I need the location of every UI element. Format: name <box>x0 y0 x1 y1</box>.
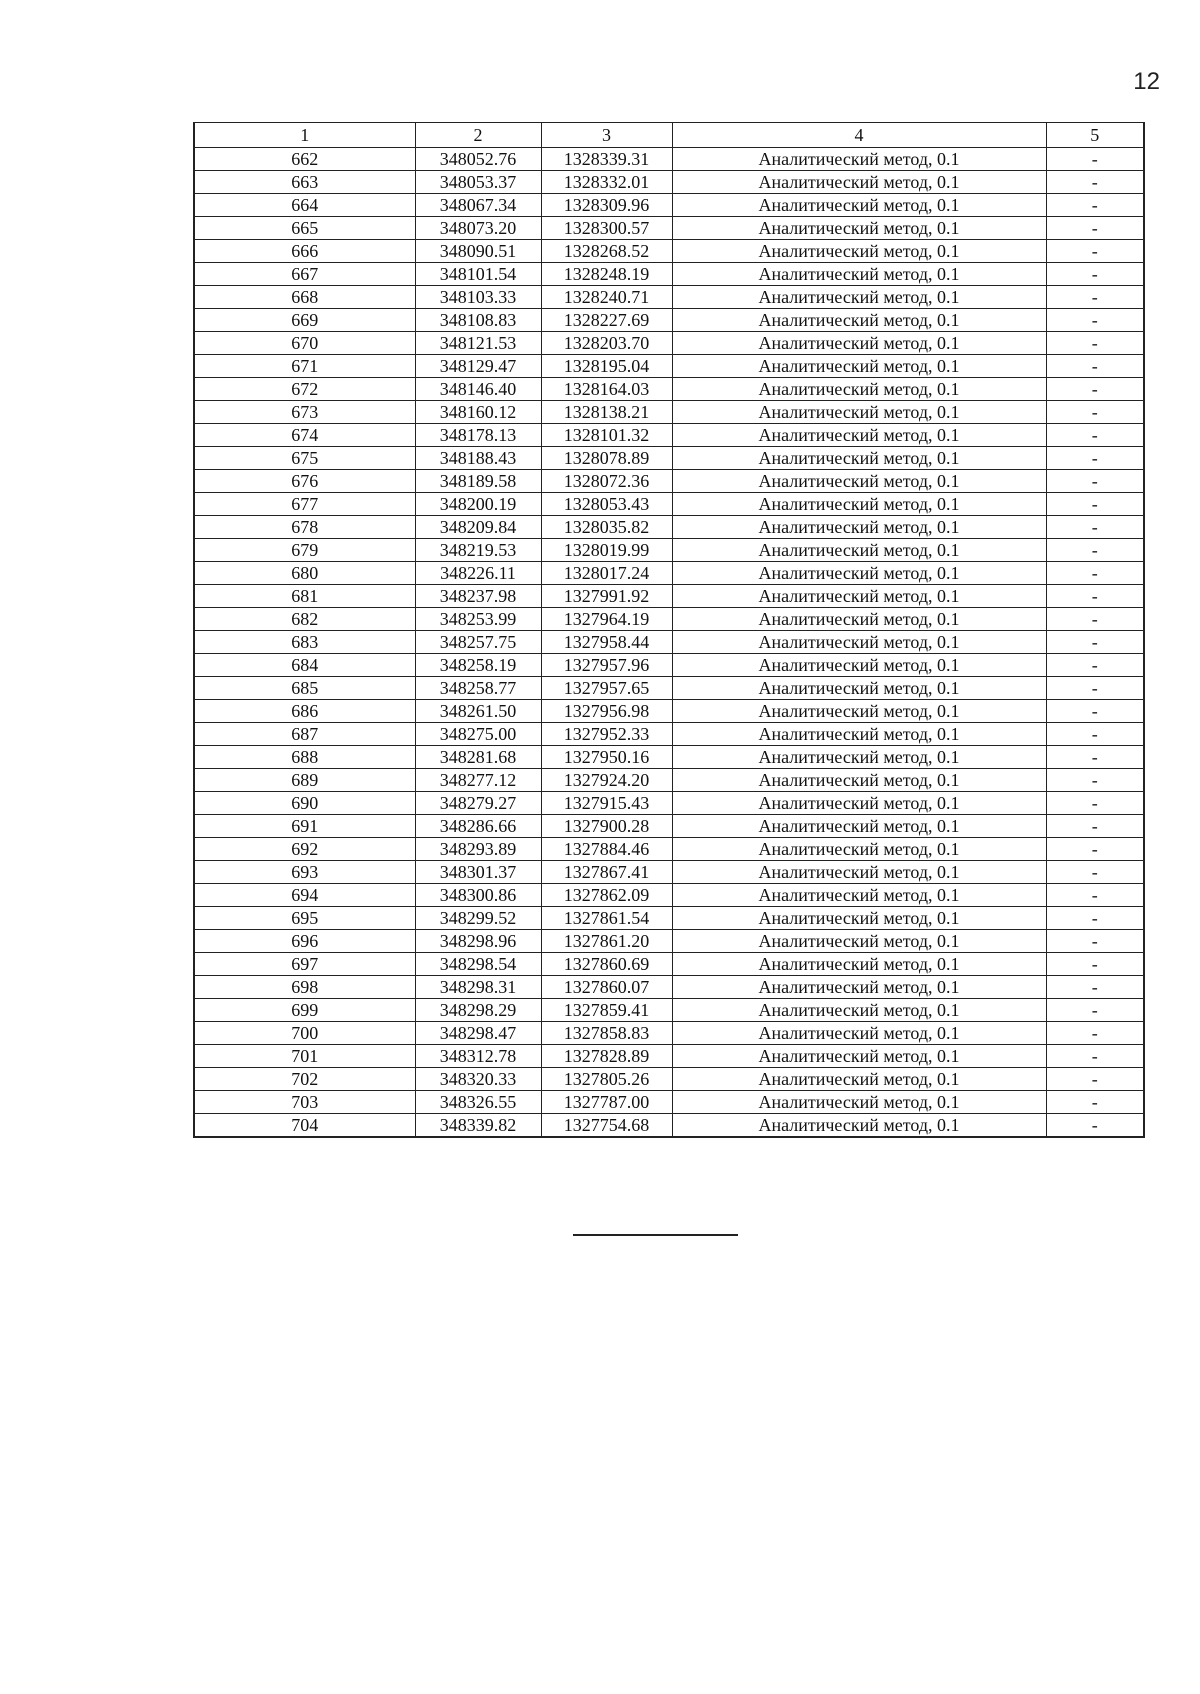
table-row <box>194 401 1144 424</box>
x-coordinate-cell: 348052.76 <box>415 148 541 171</box>
table-row <box>194 424 1144 447</box>
table-row <box>194 585 1144 608</box>
x-coordinate-cell: 348121.53 <box>415 332 541 355</box>
point-number-cell: 692 <box>194 838 415 861</box>
point-number-cell: 691 <box>194 815 415 838</box>
table-row <box>194 677 1144 700</box>
point-number-cell: 665 <box>194 217 415 240</box>
header-row <box>194 123 1144 148</box>
note-cell: - <box>1046 838 1144 861</box>
y-coordinate-cell: 1327828.89 <box>541 1045 672 1068</box>
table-row <box>194 608 1144 631</box>
x-coordinate-cell: 348226.11 <box>415 562 541 585</box>
y-coordinate-cell: 1328332.01 <box>541 171 672 194</box>
y-coordinate-cell: 1327952.33 <box>541 723 672 746</box>
x-coordinate-cell: 348258.19 <box>415 654 541 677</box>
x-coordinate-cell: 348298.54 <box>415 953 541 976</box>
y-coordinate-cell: 1327991.92 <box>541 585 672 608</box>
y-coordinate-cell: 1328138.21 <box>541 401 672 424</box>
note-cell: - <box>1046 723 1144 746</box>
x-coordinate-cell: 348258.77 <box>415 677 541 700</box>
y-coordinate-cell: 1327956.98 <box>541 700 672 723</box>
table-row <box>194 194 1144 217</box>
point-number-cell: 701 <box>194 1045 415 1068</box>
table-row <box>194 493 1144 516</box>
note-cell: - <box>1046 263 1144 286</box>
method-cell: Аналитический метод, 0.1 <box>672 723 1046 746</box>
method-cell: Аналитический метод, 0.1 <box>672 401 1046 424</box>
point-number-cell: 662 <box>194 148 415 171</box>
header-cell: 4 <box>672 123 1046 148</box>
point-number-cell: 697 <box>194 953 415 976</box>
point-number-cell: 687 <box>194 723 415 746</box>
method-cell: Аналитический метод, 0.1 <box>672 1068 1046 1091</box>
table-row <box>194 309 1144 332</box>
x-coordinate-cell: 348188.43 <box>415 447 541 470</box>
point-number-cell: 675 <box>194 447 415 470</box>
x-coordinate-cell: 348326.55 <box>415 1091 541 1114</box>
y-coordinate-cell: 1327859.41 <box>541 999 672 1022</box>
method-cell: Аналитический метод, 0.1 <box>672 332 1046 355</box>
note-cell: - <box>1046 355 1144 378</box>
point-number-cell: 681 <box>194 585 415 608</box>
table-row <box>194 1022 1144 1045</box>
note-cell: - <box>1046 148 1144 171</box>
point-number-cell: 694 <box>194 884 415 907</box>
y-coordinate-cell: 1328248.19 <box>541 263 672 286</box>
x-coordinate-cell: 348053.37 <box>415 171 541 194</box>
note-cell: - <box>1046 217 1144 240</box>
table-row <box>194 355 1144 378</box>
note-cell: - <box>1046 953 1144 976</box>
y-coordinate-cell: 1328268.52 <box>541 240 672 263</box>
table-row <box>194 332 1144 355</box>
note-cell: - <box>1046 171 1144 194</box>
y-coordinate-cell: 1327860.07 <box>541 976 672 999</box>
note-cell: - <box>1046 1114 1144 1138</box>
point-number-cell: 683 <box>194 631 415 654</box>
y-coordinate-cell: 1327862.09 <box>541 884 672 907</box>
point-number-cell: 702 <box>194 1068 415 1091</box>
y-coordinate-cell: 1327884.46 <box>541 838 672 861</box>
point-number-cell: 684 <box>194 654 415 677</box>
method-cell: Аналитический метод, 0.1 <box>672 677 1046 700</box>
header-cell: 5 <box>1046 123 1144 148</box>
header-cell: 2 <box>415 123 541 148</box>
point-number-cell: 685 <box>194 677 415 700</box>
method-cell: Аналитический метод, 0.1 <box>672 585 1046 608</box>
note-cell: - <box>1046 378 1144 401</box>
point-number-cell: 677 <box>194 493 415 516</box>
table-row <box>194 148 1144 171</box>
point-number-cell: 673 <box>194 401 415 424</box>
point-number-cell: 693 <box>194 861 415 884</box>
point-number-cell: 664 <box>194 194 415 217</box>
method-cell: Аналитический метод, 0.1 <box>672 792 1046 815</box>
y-coordinate-cell: 1328035.82 <box>541 516 672 539</box>
note-cell: - <box>1046 608 1144 631</box>
y-coordinate-cell: 1327787.00 <box>541 1091 672 1114</box>
x-coordinate-cell: 348277.12 <box>415 769 541 792</box>
note-cell: - <box>1046 677 1144 700</box>
x-coordinate-cell: 348103.33 <box>415 286 541 309</box>
x-coordinate-cell: 348178.13 <box>415 424 541 447</box>
point-number-cell: 670 <box>194 332 415 355</box>
y-coordinate-cell: 1327861.20 <box>541 930 672 953</box>
method-cell: Аналитический метод, 0.1 <box>672 884 1046 907</box>
note-cell: - <box>1046 976 1144 999</box>
method-cell: Аналитический метод, 0.1 <box>672 907 1046 930</box>
table-header <box>194 123 1144 148</box>
table-row <box>194 286 1144 309</box>
y-coordinate-cell: 1328240.71 <box>541 286 672 309</box>
note-cell: - <box>1046 1022 1144 1045</box>
x-coordinate-cell: 348073.20 <box>415 217 541 240</box>
x-coordinate-cell: 348312.78 <box>415 1045 541 1068</box>
point-number-cell: 666 <box>194 240 415 263</box>
y-coordinate-cell: 1327950.16 <box>541 746 672 769</box>
note-cell: - <box>1046 930 1144 953</box>
note-cell: - <box>1046 286 1144 309</box>
table-row <box>194 378 1144 401</box>
point-number-cell: 663 <box>194 171 415 194</box>
y-coordinate-cell: 1327867.41 <box>541 861 672 884</box>
y-coordinate-cell: 1327805.26 <box>541 1068 672 1091</box>
page-number: 12 <box>1133 68 1160 95</box>
point-number-cell: 704 <box>194 1114 415 1138</box>
header-cell: 1 <box>194 123 415 148</box>
x-coordinate-cell: 348301.37 <box>415 861 541 884</box>
note-cell: - <box>1046 493 1144 516</box>
point-number-cell: 674 <box>194 424 415 447</box>
point-number-cell: 699 <box>194 999 415 1022</box>
method-cell: Аналитический метод, 0.1 <box>672 861 1046 884</box>
method-cell: Аналитический метод, 0.1 <box>672 263 1046 286</box>
x-coordinate-cell: 348146.40 <box>415 378 541 401</box>
table-row <box>194 240 1144 263</box>
table-row <box>194 907 1144 930</box>
x-coordinate-cell: 348200.19 <box>415 493 541 516</box>
method-cell: Аналитический метод, 0.1 <box>672 700 1046 723</box>
note-cell: - <box>1046 884 1144 907</box>
note-cell: - <box>1046 631 1144 654</box>
method-cell: Аналитический метод, 0.1 <box>672 1022 1046 1045</box>
table-row <box>194 562 1144 585</box>
x-coordinate-cell: 348293.89 <box>415 838 541 861</box>
method-cell: Аналитический метод, 0.1 <box>672 217 1046 240</box>
y-coordinate-cell: 1327754.68 <box>541 1114 672 1138</box>
table-row <box>194 539 1144 562</box>
point-number-cell: 679 <box>194 539 415 562</box>
table-row <box>194 723 1144 746</box>
x-coordinate-cell: 348261.50 <box>415 700 541 723</box>
table-row <box>194 470 1144 493</box>
table-row <box>194 263 1144 286</box>
end-of-table-rule <box>573 1234 738 1236</box>
note-cell: - <box>1046 999 1144 1022</box>
x-coordinate-cell: 348189.58 <box>415 470 541 493</box>
note-cell: - <box>1046 907 1144 930</box>
x-coordinate-cell: 348237.98 <box>415 585 541 608</box>
note-cell: - <box>1046 309 1144 332</box>
note-cell: - <box>1046 746 1144 769</box>
y-coordinate-cell: 1328019.99 <box>541 539 672 562</box>
note-cell: - <box>1046 700 1144 723</box>
method-cell: Аналитический метод, 0.1 <box>672 309 1046 332</box>
method-cell: Аналитический метод, 0.1 <box>672 769 1046 792</box>
x-coordinate-cell: 348253.99 <box>415 608 541 631</box>
table-row <box>194 1114 1144 1138</box>
point-number-cell: 698 <box>194 976 415 999</box>
y-coordinate-cell: 1327964.19 <box>541 608 672 631</box>
point-number-cell: 669 <box>194 309 415 332</box>
method-cell: Аналитический метод, 0.1 <box>672 194 1046 217</box>
x-coordinate-cell: 348257.75 <box>415 631 541 654</box>
method-cell: Аналитический метод, 0.1 <box>672 815 1046 838</box>
point-number-cell: 671 <box>194 355 415 378</box>
point-number-cell: 682 <box>194 608 415 631</box>
note-cell: - <box>1046 562 1144 585</box>
x-coordinate-cell: 348339.82 <box>415 1114 541 1138</box>
x-coordinate-cell: 348067.34 <box>415 194 541 217</box>
point-number-cell: 690 <box>194 792 415 815</box>
note-cell: - <box>1046 1045 1144 1068</box>
method-cell: Аналитический метод, 0.1 <box>672 976 1046 999</box>
x-coordinate-cell: 348209.84 <box>415 516 541 539</box>
note-cell: - <box>1046 815 1144 838</box>
point-number-cell: 686 <box>194 700 415 723</box>
method-cell: Аналитический метод, 0.1 <box>672 631 1046 654</box>
method-cell: Аналитический метод, 0.1 <box>672 355 1046 378</box>
method-cell: Аналитический метод, 0.1 <box>672 746 1046 769</box>
y-coordinate-cell: 1328300.57 <box>541 217 672 240</box>
method-cell: Аналитический метод, 0.1 <box>672 171 1046 194</box>
method-cell: Аналитический метод, 0.1 <box>672 516 1046 539</box>
y-coordinate-cell: 1328227.69 <box>541 309 672 332</box>
x-coordinate-cell: 348129.47 <box>415 355 541 378</box>
y-coordinate-cell: 1327860.69 <box>541 953 672 976</box>
table-row <box>194 838 1144 861</box>
x-coordinate-cell: 348298.47 <box>415 1022 541 1045</box>
y-coordinate-cell: 1328203.70 <box>541 332 672 355</box>
table-row <box>194 999 1144 1022</box>
x-coordinate-cell: 348299.52 <box>415 907 541 930</box>
x-coordinate-cell: 348090.51 <box>415 240 541 263</box>
method-cell: Аналитический метод, 0.1 <box>672 447 1046 470</box>
coordinates-table <box>193 122 1145 1138</box>
method-cell: Аналитический метод, 0.1 <box>672 378 1046 401</box>
table-body <box>194 148 1144 1138</box>
method-cell: Аналитический метод, 0.1 <box>672 148 1046 171</box>
table-row <box>194 217 1144 240</box>
y-coordinate-cell: 1327924.20 <box>541 769 672 792</box>
table-row <box>194 792 1144 815</box>
y-coordinate-cell: 1328072.36 <box>541 470 672 493</box>
note-cell: - <box>1046 194 1144 217</box>
method-cell: Аналитический метод, 0.1 <box>672 539 1046 562</box>
point-number-cell: 696 <box>194 930 415 953</box>
point-number-cell: 688 <box>194 746 415 769</box>
table-row <box>194 815 1144 838</box>
x-coordinate-cell: 348160.12 <box>415 401 541 424</box>
point-number-cell: 667 <box>194 263 415 286</box>
table-row <box>194 1068 1144 1091</box>
point-number-cell: 676 <box>194 470 415 493</box>
note-cell: - <box>1046 792 1144 815</box>
table-row <box>194 447 1144 470</box>
table-row <box>194 769 1144 792</box>
method-cell: Аналитический метод, 0.1 <box>672 424 1046 447</box>
y-coordinate-cell: 1327900.28 <box>541 815 672 838</box>
y-coordinate-cell: 1328053.43 <box>541 493 672 516</box>
y-coordinate-cell: 1327915.43 <box>541 792 672 815</box>
method-cell: Аналитический метод, 0.1 <box>672 1045 1046 1068</box>
y-coordinate-cell: 1328017.24 <box>541 562 672 585</box>
method-cell: Аналитический метод, 0.1 <box>672 608 1046 631</box>
y-coordinate-cell: 1327958.44 <box>541 631 672 654</box>
table-row <box>194 746 1144 769</box>
method-cell: Аналитический метод, 0.1 <box>672 286 1046 309</box>
note-cell: - <box>1046 1091 1144 1114</box>
table-row <box>194 884 1144 907</box>
point-number-cell: 700 <box>194 1022 415 1045</box>
x-coordinate-cell: 348300.86 <box>415 884 541 907</box>
table-row <box>194 861 1144 884</box>
x-coordinate-cell: 348286.66 <box>415 815 541 838</box>
method-cell: Аналитический метод, 0.1 <box>672 953 1046 976</box>
note-cell: - <box>1046 240 1144 263</box>
table-row <box>194 1045 1144 1068</box>
x-coordinate-cell: 348281.68 <box>415 746 541 769</box>
table-row <box>194 953 1144 976</box>
table-row <box>194 700 1144 723</box>
table-row <box>194 631 1144 654</box>
point-number-cell: 678 <box>194 516 415 539</box>
y-coordinate-cell: 1328339.31 <box>541 148 672 171</box>
table-row <box>194 516 1144 539</box>
note-cell: - <box>1046 654 1144 677</box>
method-cell: Аналитический метод, 0.1 <box>672 240 1046 263</box>
method-cell: Аналитический метод, 0.1 <box>672 470 1046 493</box>
y-coordinate-cell: 1327957.96 <box>541 654 672 677</box>
x-coordinate-cell: 348320.33 <box>415 1068 541 1091</box>
note-cell: - <box>1046 585 1144 608</box>
x-coordinate-cell: 348275.00 <box>415 723 541 746</box>
method-cell: Аналитический метод, 0.1 <box>672 654 1046 677</box>
header-cell: 3 <box>541 123 672 148</box>
table-row <box>194 976 1144 999</box>
point-number-cell: 672 <box>194 378 415 401</box>
y-coordinate-cell: 1328101.32 <box>541 424 672 447</box>
y-coordinate-cell: 1328195.04 <box>541 355 672 378</box>
note-cell: - <box>1046 424 1144 447</box>
note-cell: - <box>1046 447 1144 470</box>
method-cell: Аналитический метод, 0.1 <box>672 562 1046 585</box>
x-coordinate-cell: 348279.27 <box>415 792 541 815</box>
point-number-cell: 668 <box>194 286 415 309</box>
x-coordinate-cell: 348298.96 <box>415 930 541 953</box>
method-cell: Аналитический метод, 0.1 <box>672 1091 1046 1114</box>
y-coordinate-cell: 1328164.03 <box>541 378 672 401</box>
x-coordinate-cell: 348298.31 <box>415 976 541 999</box>
point-number-cell: 680 <box>194 562 415 585</box>
table-row <box>194 1091 1144 1114</box>
y-coordinate-cell: 1327861.54 <box>541 907 672 930</box>
y-coordinate-cell: 1327957.65 <box>541 677 672 700</box>
method-cell: Аналитический метод, 0.1 <box>672 838 1046 861</box>
note-cell: - <box>1046 332 1144 355</box>
note-cell: - <box>1046 401 1144 424</box>
table-row <box>194 654 1144 677</box>
point-number-cell: 703 <box>194 1091 415 1114</box>
note-cell: - <box>1046 1068 1144 1091</box>
y-coordinate-cell: 1328078.89 <box>541 447 672 470</box>
method-cell: Аналитический метод, 0.1 <box>672 930 1046 953</box>
note-cell: - <box>1046 861 1144 884</box>
note-cell: - <box>1046 516 1144 539</box>
x-coordinate-cell: 348219.53 <box>415 539 541 562</box>
method-cell: Аналитический метод, 0.1 <box>672 493 1046 516</box>
point-number-cell: 689 <box>194 769 415 792</box>
note-cell: - <box>1046 769 1144 792</box>
method-cell: Аналитический метод, 0.1 <box>672 999 1046 1022</box>
y-coordinate-cell: 1327858.83 <box>541 1022 672 1045</box>
x-coordinate-cell: 348101.54 <box>415 263 541 286</box>
table-row <box>194 930 1144 953</box>
point-number-cell: 695 <box>194 907 415 930</box>
method-cell: Аналитический метод, 0.1 <box>672 1114 1046 1138</box>
y-coordinate-cell: 1328309.96 <box>541 194 672 217</box>
note-cell: - <box>1046 470 1144 493</box>
x-coordinate-cell: 348108.83 <box>415 309 541 332</box>
note-cell: - <box>1046 539 1144 562</box>
x-coordinate-cell: 348298.29 <box>415 999 541 1022</box>
table-row <box>194 171 1144 194</box>
